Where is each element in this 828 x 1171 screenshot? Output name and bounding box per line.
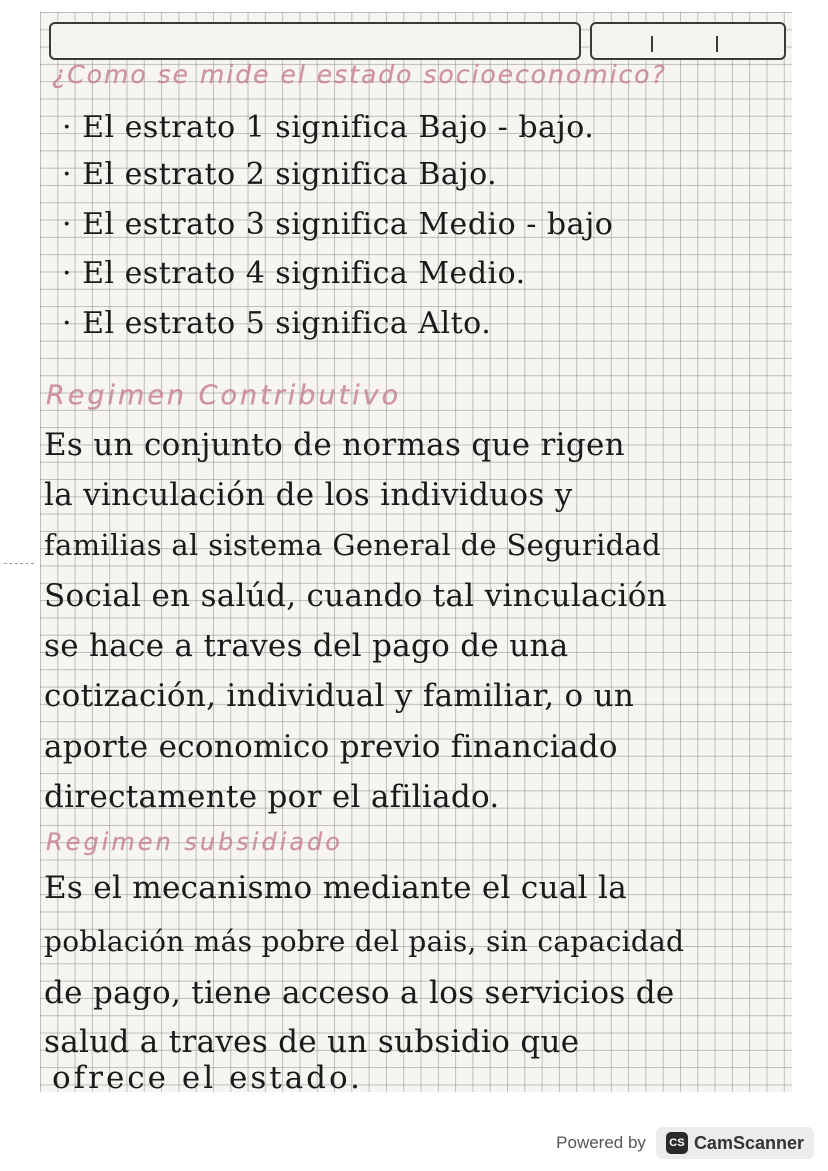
contributivo-line-7: aporte economico previo financiado [44, 729, 618, 765]
strata-line-5: · El estrato 5 significa Alto. [62, 306, 492, 341]
heading-contributivo: Regimen Contributivo [46, 380, 402, 411]
powered-by-label: Powered by [556, 1133, 646, 1152]
contributivo-line-5: se hace a traves del pago de una [44, 628, 569, 664]
contributivo-line-8: directamente por el afiliado. [44, 779, 500, 815]
strata-line-2: · El estrato 2 significa Bajo. [62, 157, 498, 192]
camscanner-watermark [556, 1127, 814, 1159]
subsidiado-line-1: Es el mecanismo mediante el cual la [44, 870, 627, 906]
heading-socioeconomic: ¿Como se mide el estado socioeconomico? [52, 60, 667, 89]
heading-subsidiado: Regimen subsidiado [46, 828, 343, 856]
header-box-right [590, 22, 786, 60]
subsidiado-line-4: salud a traves de un subsidio que [44, 1024, 580, 1060]
strata-line-1: · El estrato 1 significa Bajo - bajo. [62, 110, 595, 145]
strata-line-3: · El estrato 3 significa Medio - bajo [62, 207, 614, 242]
contributivo-line-4: Social en salúd, cuando tal vinculación [44, 578, 667, 614]
camscanner-brand: CamScanner [693, 1132, 804, 1153]
camscanner-logo-icon: CS [666, 1132, 688, 1154]
contributivo-line-6: cotización, individual y familiar, o un [44, 678, 635, 714]
contributivo-line-2: la vinculación de los individuos y [44, 477, 573, 513]
header-tick [651, 36, 653, 52]
strata-line-4: · El estrato 4 significa Medio. [62, 256, 526, 291]
subsidiado-line-5: ofrece el estado. [52, 1060, 363, 1096]
margin-mark [4, 563, 34, 565]
contributivo-line-1: Es un conjunto de normas que rigen [44, 427, 625, 463]
camscanner-badge [656, 1127, 814, 1159]
subsidiado-line-3: de pago, tiene acceso a los servicios de [44, 975, 675, 1011]
header-box-left [49, 22, 581, 60]
header-tick [716, 36, 718, 52]
contributivo-line-3: familias al sistema General de Seguridad [44, 528, 661, 562]
subsidiado-line-2: población más pobre del pais, sin capacidad [44, 925, 685, 958]
